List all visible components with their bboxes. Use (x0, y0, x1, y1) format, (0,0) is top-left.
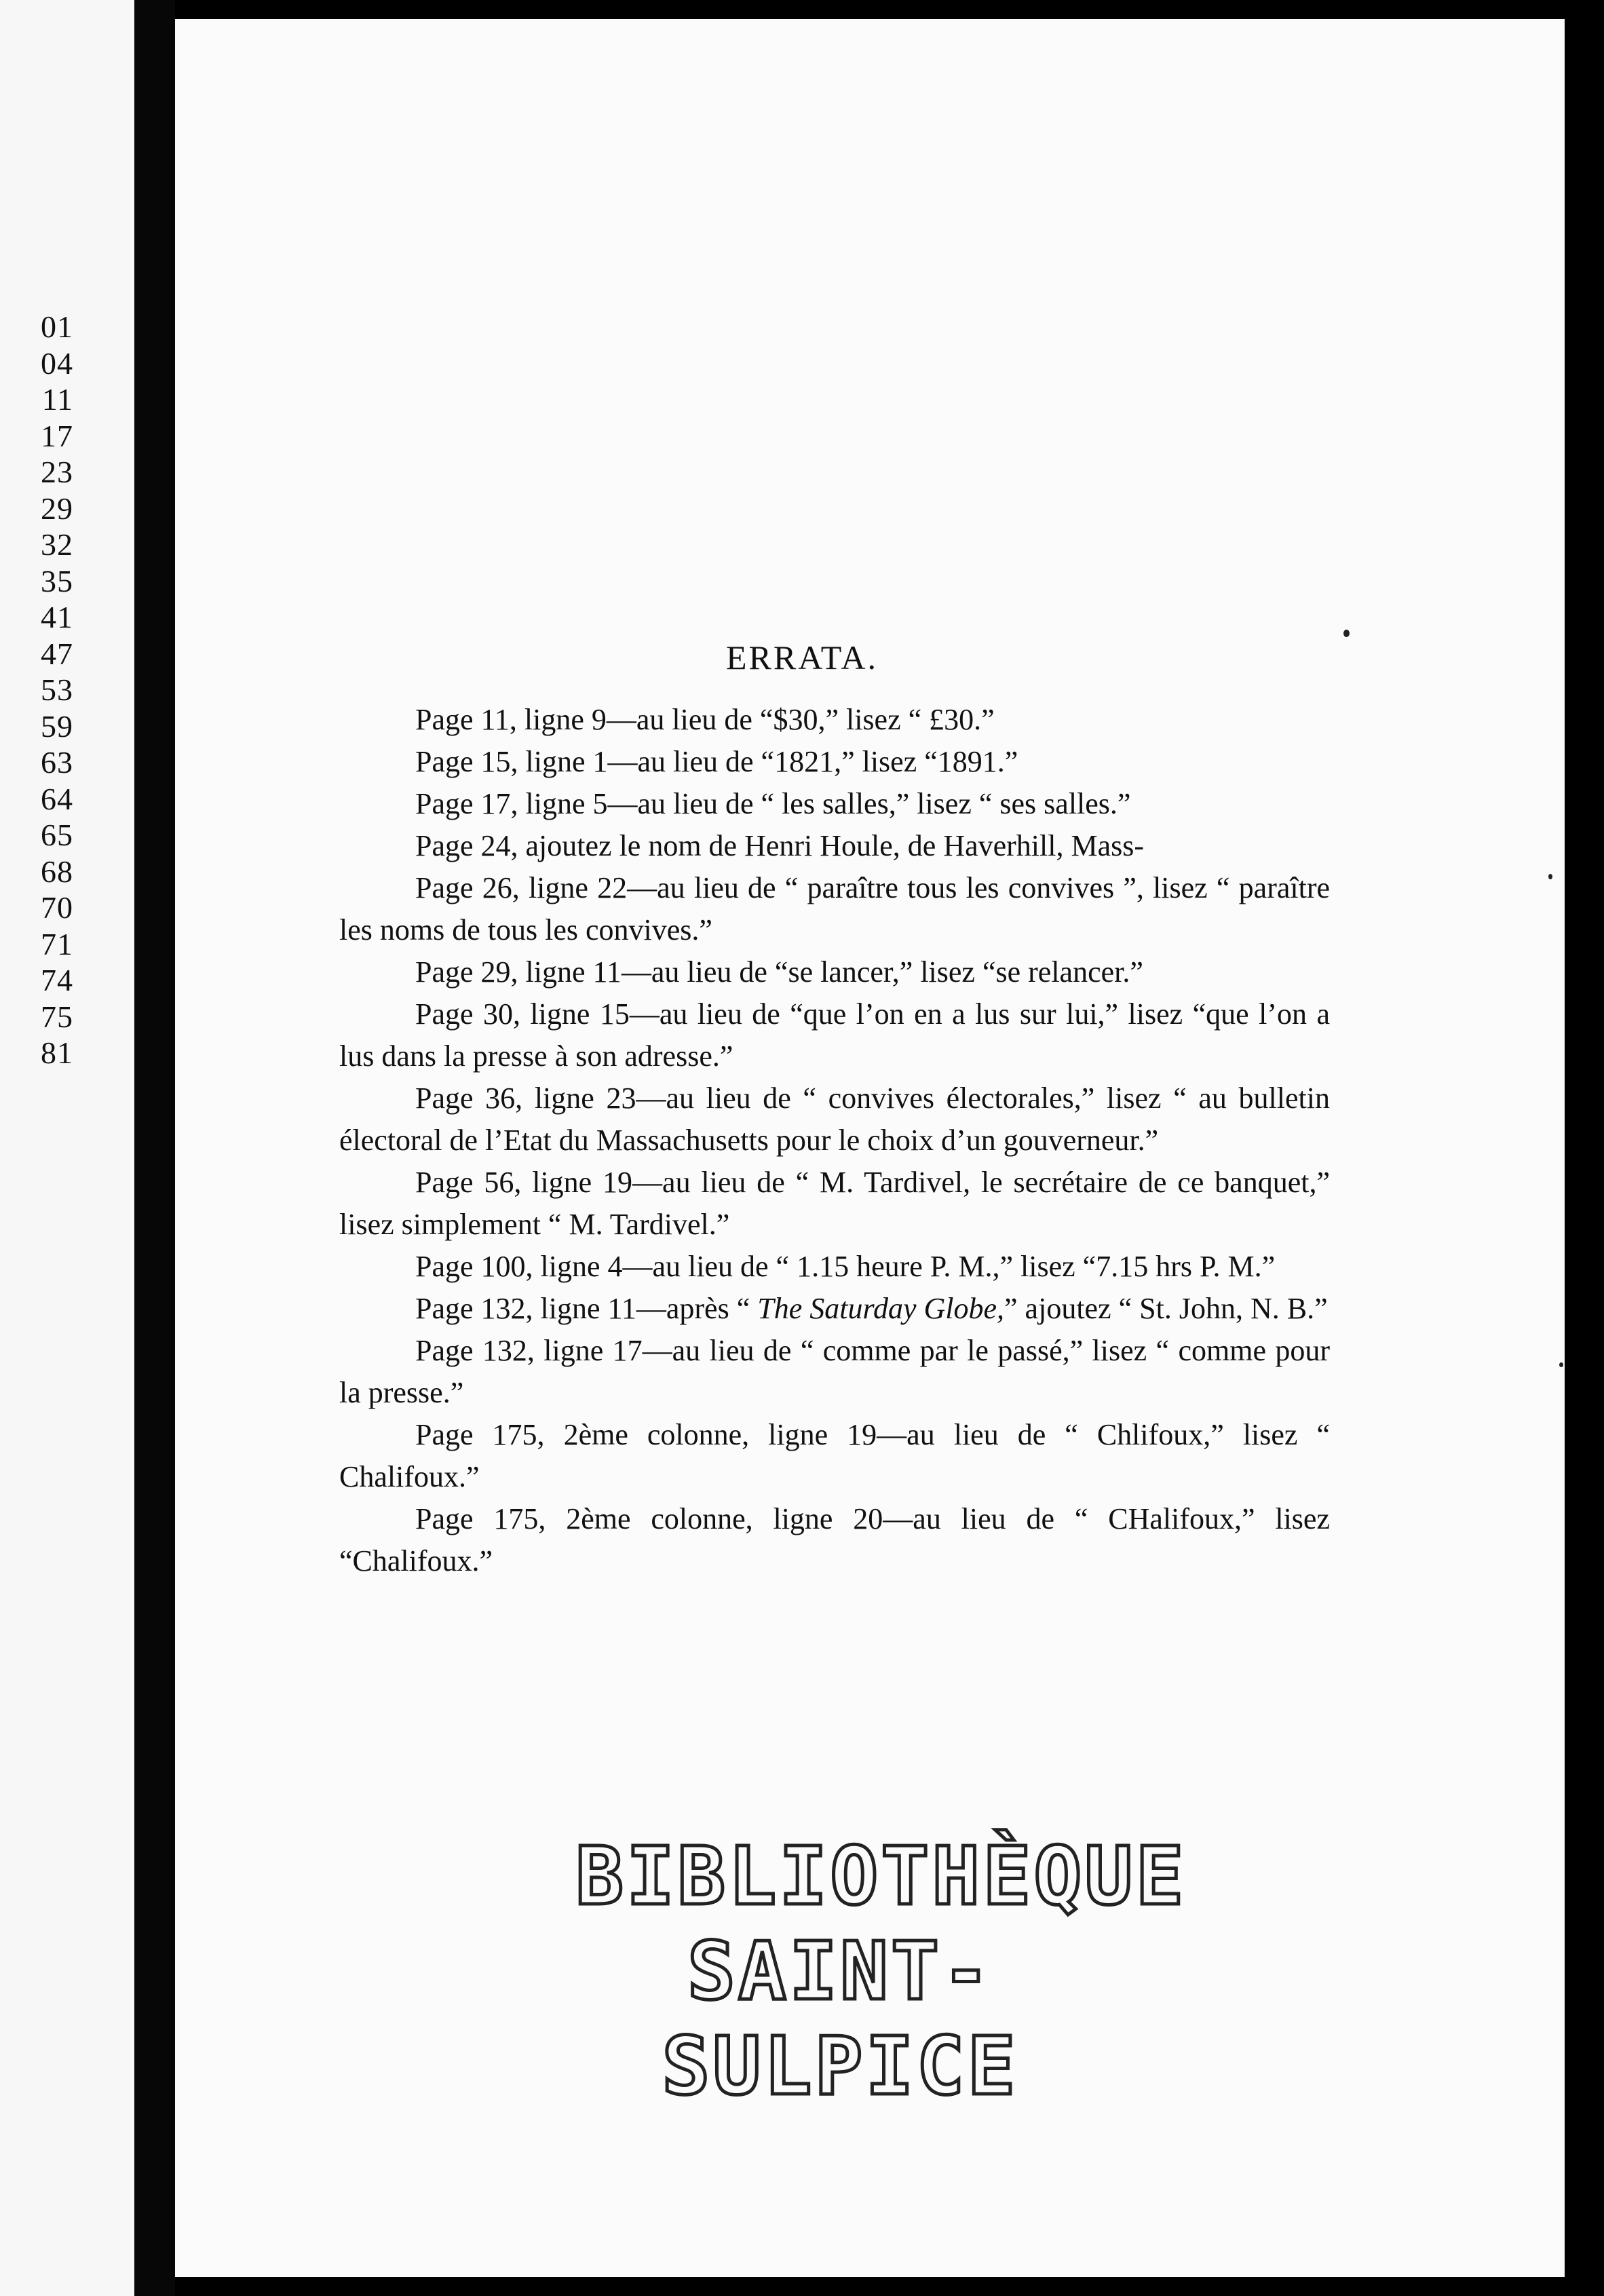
book-gutter (134, 0, 175, 2296)
page-edge-shadow (1565, 0, 1604, 2296)
errata-entry-text: Page 132, ligne 11—après “ (415, 1292, 758, 1325)
page-number: 64 (41, 781, 73, 816)
newspaper-title: The Saturday Globe, (757, 1292, 1005, 1325)
page-number: 53 (41, 672, 73, 707)
errata-entry (339, 1288, 1330, 1330)
errata-entry: Page 11, ligne 9—au lieu de “$30,” lisez “ £30.” (415, 703, 995, 736)
page-number: 23 (41, 455, 73, 489)
errata-list (339, 699, 1330, 1582)
page-number: 29 (41, 491, 73, 526)
page-number: 17 (41, 418, 73, 453)
page-number: 47 (41, 636, 73, 671)
page-number: 63 (41, 745, 73, 780)
page-number: 75 (41, 999, 73, 1034)
errata-heading: ERRATA. (726, 638, 878, 676)
page-number: 81 (41, 1035, 73, 1070)
errata-entry: Page 175, 2ème colonne, ligne 20—au lieu de “ CHalifoux,” lisez “Chalifoux.” (339, 1502, 1330, 1577)
left-page-fragment (0, 0, 134, 2296)
errata-entry: Page 36, ligne 23—au lieu de “ convives électorales,” lisez “ au bulletin électoral de l’Etat du Massachusetts pour le choix d’un gouverneur.” (339, 1082, 1330, 1157)
ink-speck (1559, 1362, 1563, 1367)
page-number: 71 (41, 926, 73, 961)
errata-entry: Page 29, ligne 11—au lieu de “se lancer,” lisez “se relancer.” (415, 955, 1143, 989)
errata-entry: Page 30, ligne 15—au lieu de “que l’on en a lus sur lui,” lisez “que l’on a lus dans la presse à son adresse.” (339, 997, 1330, 1073)
ink-speck (1343, 630, 1350, 637)
page-number: 01 (41, 309, 73, 344)
errata-entry: Page 17, ligne 5—au lieu de “ les salles,” lisez “ ses salles.” (415, 787, 1131, 820)
page-number: 35 (41, 563, 73, 598)
stamp-line: SAINT-SULPICE (662, 1924, 1018, 2113)
page-number: 68 (41, 854, 73, 889)
errata-entry: Page 24, ajoutez le nom de Henri Houle, de Haverhill, Mass- (415, 829, 1145, 862)
library-perforation-stamp (575, 1829, 1187, 2113)
errata-entry: Page 100, ligne 4—au lieu de “ 1.15 heure P. M.,” lisez “7.15 hrs P. M.” (415, 1250, 1276, 1283)
errata-entry: Page 15, ligne 1—au lieu de “1821,” lisez “1891.” (415, 745, 1018, 778)
errata-entry: Page 56, ligne 19—au lieu de “ M. Tardivel, le secrétaire de ce banquet,” lisez simplement “ M. Tardivel.” (339, 1166, 1330, 1241)
errata-entry-text: ” ajoutez “ St. John, N. B.” (1004, 1292, 1328, 1325)
page-number: 32 (41, 527, 73, 562)
ink-speck (1548, 874, 1552, 879)
page-number: 74 (41, 963, 73, 997)
page-number: 59 (41, 708, 73, 744)
page-number: 70 (41, 890, 73, 925)
page-number-column (0, 309, 73, 1071)
errata-entry: Page 26, ligne 22—au lieu de “ paraître tous les convives ”, lisez “ paraître les noms de tous les convives.” (339, 871, 1330, 946)
page-number: 04 (41, 345, 73, 381)
stamp-line: BIBLIOTHÈQUE (575, 1829, 1187, 1923)
errata-entry: Page 132, ligne 17—au lieu de “ comme par le passé,” lisez “ comme pour la presse.” (339, 1334, 1330, 1409)
page-number: 65 (41, 818, 73, 852)
page-number: 11 (41, 382, 73, 417)
page-number: 41 (41, 600, 73, 634)
errata-entry: Page 175, 2ème colonne, ligne 19—au lieu de “ Chlifoux,” lisez “ Chalifoux.” (339, 1418, 1330, 1493)
